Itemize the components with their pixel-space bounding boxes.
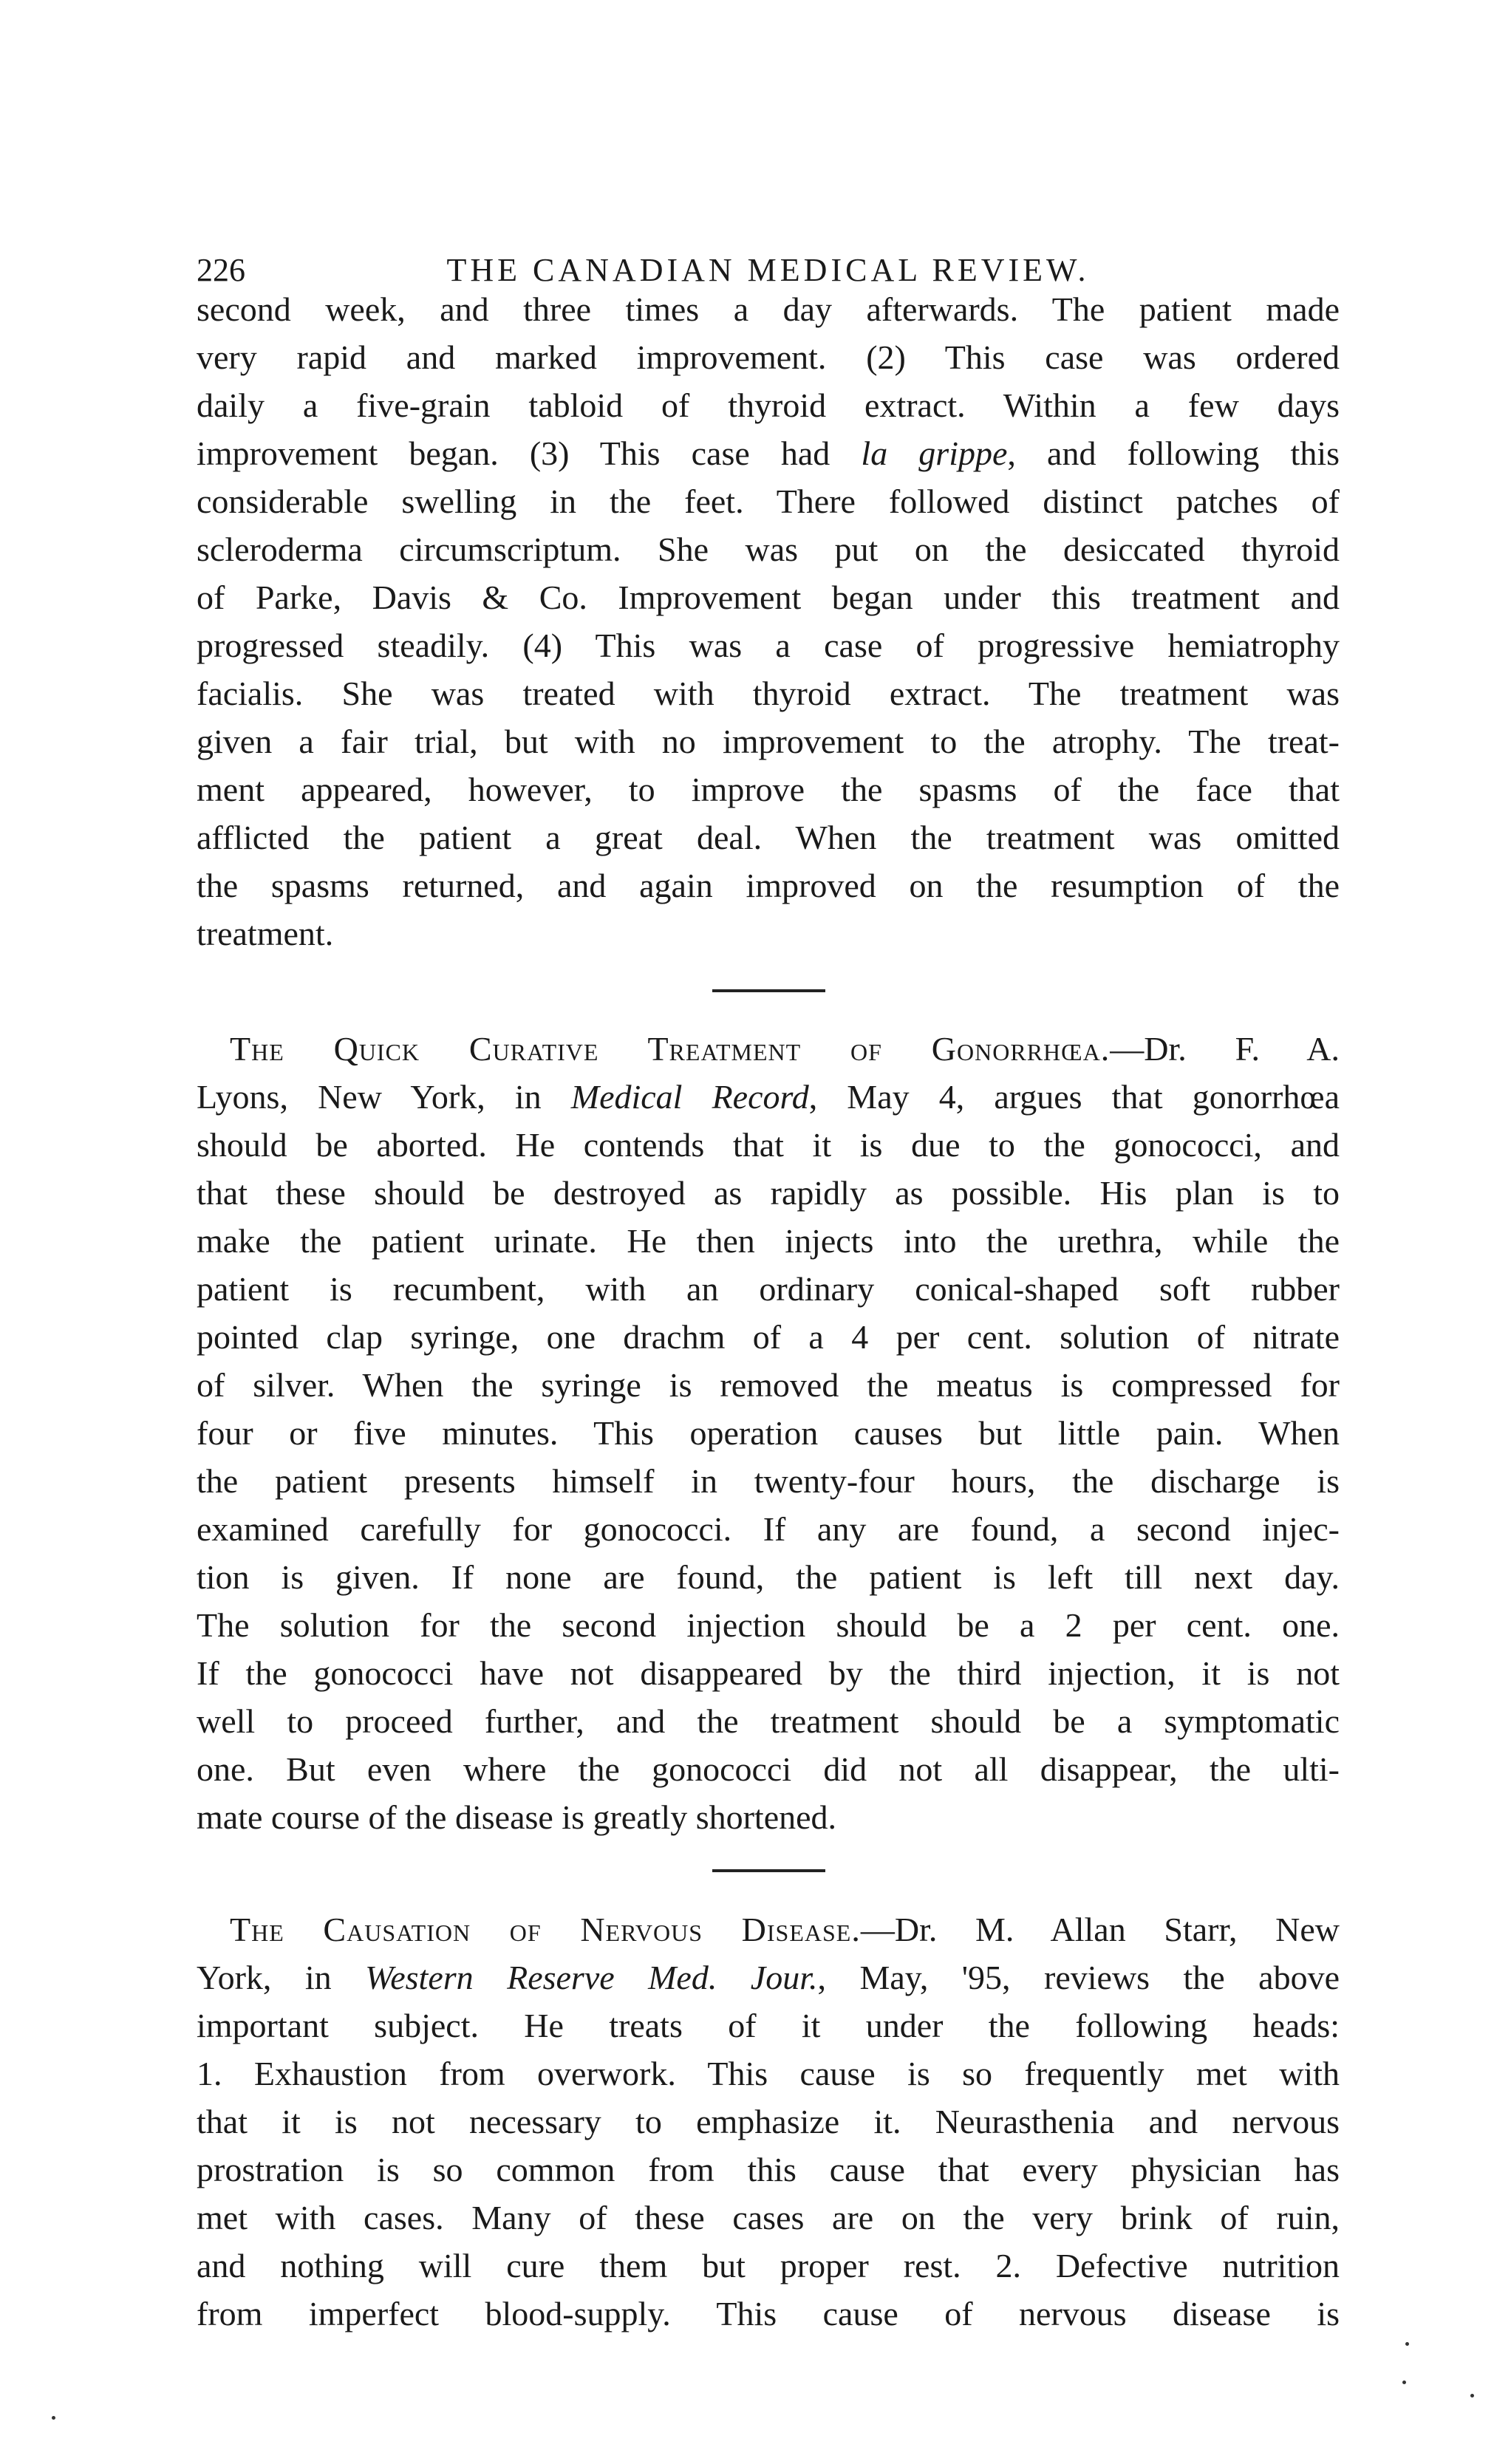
text-line: [197, 2050, 1340, 2098]
text-line: [197, 1313, 1340, 1361]
text-line: [197, 1905, 1340, 1953]
text-line: [197, 861, 1340, 910]
text-line: [197, 1553, 1340, 1601]
text-line: [197, 2001, 1340, 2050]
text-run: pointed clap syringe, one drachm of a 4 per cent. solution of nitrate: [197, 1318, 1340, 1356]
scan-speck: [52, 2416, 55, 2420]
text-line: [197, 477, 1340, 525]
text-line: [197, 1025, 1340, 1073]
text-run: examined carefully for gonococci. If any are found, a second injec-: [197, 1510, 1340, 1548]
text-run: given a fair trial, but with no improvement to the atrophy. The treat-: [197, 723, 1340, 760]
text-run: facialis. She was treated with thyroid extract. The treatment was: [197, 675, 1340, 712]
text-line: [197, 1409, 1340, 1457]
text-run: , May, '95, reviews the above: [817, 1959, 1340, 1996]
text-line: [197, 381, 1340, 429]
text-run: , May 4, argues that gonorrhœa: [808, 1078, 1340, 1116]
text-run: well to proceed further, and the treatment should be a symptomatic: [197, 1702, 1340, 1740]
section-divider: [712, 989, 825, 992]
text-run: very rapid and marked improvement. (2) This case was ordered: [197, 338, 1340, 376]
scan-speck: [1470, 2394, 1474, 2398]
text-run: met with cases. Many of these cases are on the very brink of ruin,: [197, 2199, 1340, 2236]
text-run: and nothing will cure them but proper rest. 2. Defective nutrition: [197, 2247, 1340, 2284]
italic-citation: Medical Record: [570, 1078, 809, 1116]
text-run: prostration is so common from this cause that every physician has: [197, 2151, 1340, 2188]
text-run: scleroderma circumscriptum. She was put on the desiccated thyroid: [197, 530, 1340, 568]
text-run: The solution for the second injection should be a 2 per cent. one.: [197, 1606, 1340, 1644]
text-line: [197, 1793, 1340, 1841]
text-run: one. But even where the gonococci did not all disappear, the ulti-: [197, 1750, 1340, 1788]
text-run: second week, and three times a day afterwards. The patient made: [197, 290, 1340, 328]
text-line: [197, 621, 1340, 669]
running-title: THE CANADIAN MEDICAL REVIEW.: [446, 252, 1090, 288]
text-line: [197, 1169, 1340, 1217]
text-line: [197, 910, 1340, 958]
text-line: [197, 1505, 1340, 1553]
text-run: mate course of the disease is greatly shortened.: [197, 1798, 837, 1836]
text-line: [197, 1697, 1340, 1745]
italic-citation: Western Reserve Med. Jour.: [365, 1959, 818, 1996]
text-run: York, in: [197, 1959, 366, 1996]
text-run: of silver. When the syringe is removed the meatus is compressed for: [197, 1366, 1340, 1404]
scan-speck: [1405, 2342, 1409, 2346]
text-line: [197, 717, 1340, 765]
text-line: [197, 669, 1340, 717]
text-run: Lyons, New York, in: [197, 1078, 571, 1116]
text-line: [197, 1073, 1340, 1121]
text-run: If the gonococci have not disappeared by the third injection, it is not: [197, 1654, 1340, 1692]
text-run: —Dr. M. Allan Starr, New: [860, 1911, 1340, 1948]
text-run: make the patient urinate. He then injects into the urethra, while the: [197, 1222, 1340, 1260]
text-line: [197, 1745, 1340, 1793]
text-line: [197, 2290, 1340, 2338]
text-run: daily a five-grain tabloid of thyroid extract. Within a few days: [197, 386, 1340, 424]
paragraph-thyroid-cases: [197, 285, 1340, 958]
text-run: the patient presents himself in twenty-four hours, the discharge is: [197, 1462, 1340, 1500]
page-number: 226: [197, 252, 245, 288]
text-line: [197, 525, 1340, 573]
text-run: that these should be destroyed as rapidly as possible. His plan is to: [197, 1174, 1340, 1212]
text-line: [197, 2146, 1340, 2194]
text-run: —Dr. F. A.: [1110, 1030, 1340, 1068]
text-line: [197, 1601, 1340, 1649]
text-run: , and following this: [1007, 434, 1340, 472]
text-line: [197, 2098, 1340, 2146]
section-divider: [712, 1869, 825, 1872]
text-run: ment appeared, however, to improve the spasms of the face that: [197, 771, 1340, 808]
text-line: [197, 1457, 1340, 1505]
text-run: the spasms returned, and again improved on the resumption of the: [197, 867, 1340, 904]
text-run: important subject. He treats of it under the following heads:: [197, 2007, 1340, 2044]
text-line: [197, 1361, 1340, 1409]
text-line: [197, 2194, 1340, 2242]
text-line: [197, 1649, 1340, 1697]
text-line: [197, 429, 1340, 477]
italic-citation: la grippe: [861, 434, 1008, 472]
text-line: [197, 1953, 1340, 2001]
text-line: [197, 1121, 1340, 1169]
text-run: that it is not necessary to emphasize it. Neurasthenia and nervous: [197, 2103, 1340, 2140]
text-line: [197, 1265, 1340, 1313]
text-run: should be aborted. He contends that it is due to the gonococci, and: [197, 1126, 1340, 1164]
text-run: 1. Exhaustion from overwork. This cause is so frequently met with: [197, 2055, 1340, 2092]
text-line: [197, 813, 1340, 861]
text-run: afflicted the patient a great deal. When the treatment was omitted: [197, 819, 1340, 856]
scan-speck: [1402, 2381, 1406, 2384]
section-title: The Causation of Nervous Disease.: [230, 1911, 861, 1948]
article-gonorrhoea-treatment: [197, 1025, 1340, 1841]
article-nervous-disease: [197, 1905, 1340, 2338]
text-run: considerable swelling in the feet. There followed distinct patches of: [197, 482, 1340, 520]
text-line: [197, 573, 1340, 621]
text-line: [197, 2242, 1340, 2290]
text-run: treatment.: [197, 915, 334, 952]
text-line: [197, 333, 1340, 381]
text-run: tion is given. If none are found, the patient is left till next day.: [197, 1558, 1340, 1596]
text-run: of Parke, Davis & Co. Improvement began under this treatment and: [197, 579, 1340, 616]
text-run: progressed steadily. (4) This was a case of progressive hemiatrophy: [197, 627, 1340, 664]
text-line: [197, 1217, 1340, 1265]
text-run: patient is recumbent, with an ordinary conical-shaped soft rubber: [197, 1270, 1340, 1308]
text-line: [197, 285, 1340, 333]
text-line: [197, 765, 1340, 813]
text-run: from imperfect blood-supply. This cause of nervous disease is: [197, 2295, 1340, 2332]
text-run: improvement began. (3) This case had: [197, 434, 862, 472]
text-run: four or five minutes. This operation causes but little pain. When: [197, 1414, 1340, 1452]
section-title: The Quick Curative Treatment of Gonorrhœa.: [230, 1030, 1111, 1068]
